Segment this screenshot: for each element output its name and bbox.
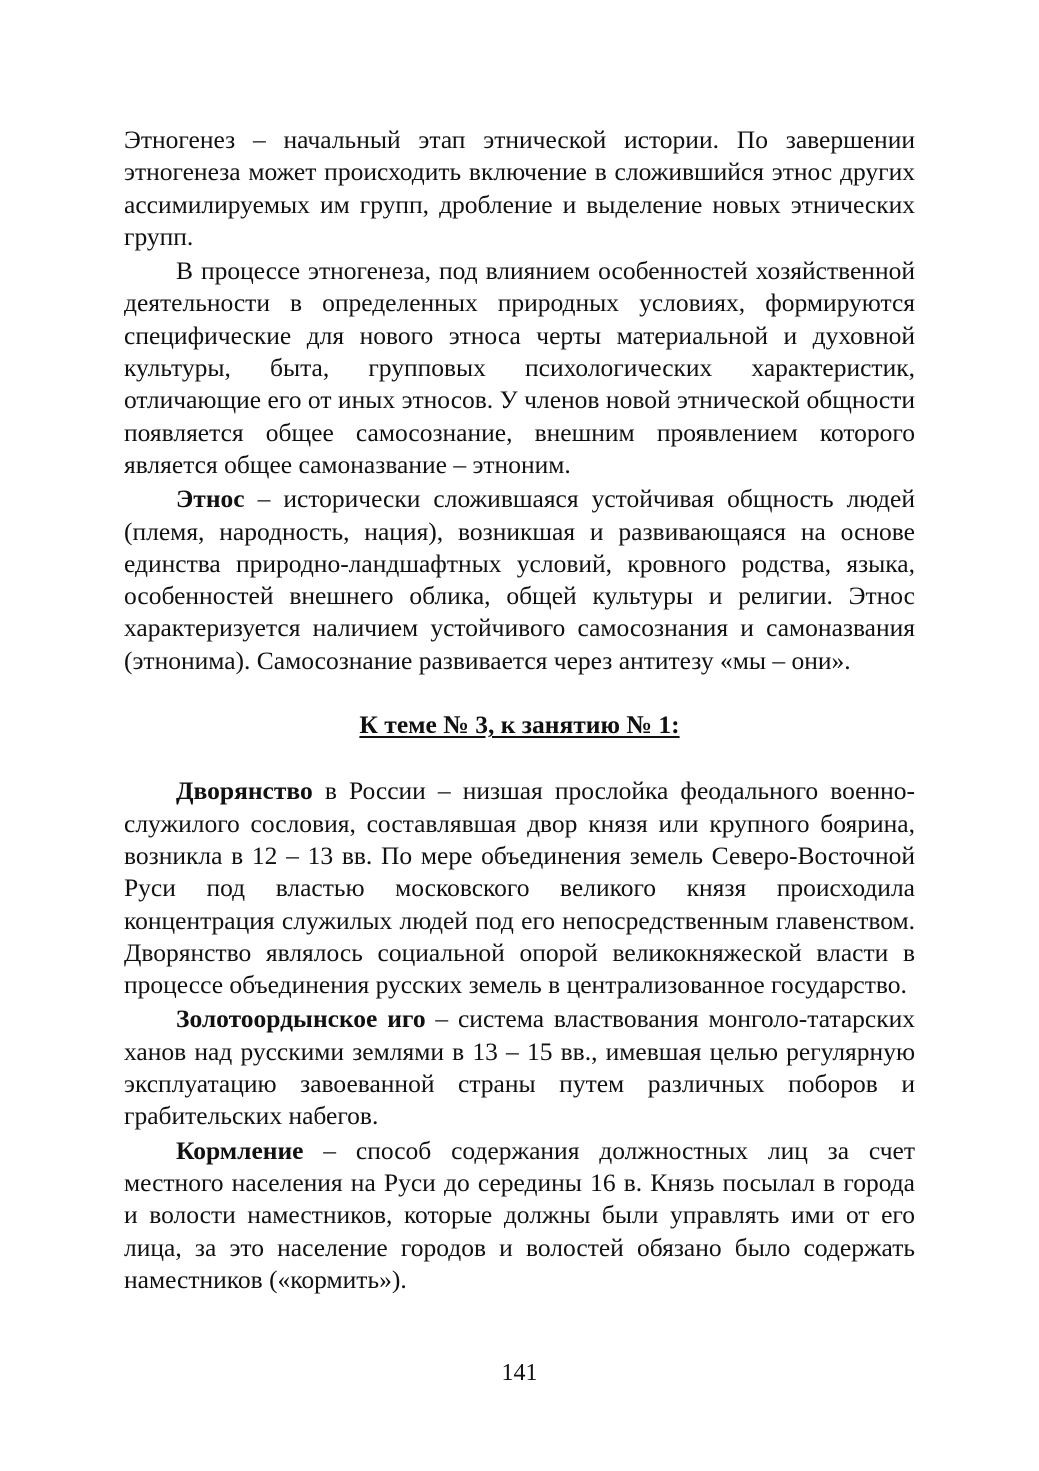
definition-ethnos: – исторически сложившаяся устойчивая общность людей (племя, народность, нация), возникшая и развивающаяся на основе единства природно-ландшафтных условий, кровного родства, языка, особенностей внешнего облика, общей культуры и религии. Этнос характеризуется наличием устойчивого самосознания и самоназвания (этнонима). Самосознание развивается через антитезу «мы – они». [124,484,915,675]
paragraph-nobility [124,775,915,1001]
paragraph-ethnos [124,483,915,677]
definition-nobility: в России – низшая прослойка феодального военно-служилого сословия, составлявшая двор князя или крупного боярина, возникла в 12 – 13 вв. По мере объединения земель Северо-Восточной Руси под властью московского великого князя происходила концентрация служилых людей под его непосредственным главенством. Дворянство являлось социальной опорой великокняжеской власти в процессе объединения русских земель в централизованное государство. [124,776,915,1000]
page-number: 141 [501,1360,538,1386]
term-ethnos: Этнос [176,484,245,514]
definition-golden-horde-yoke: – система властвования монголо-татарских ханов над русскими землями в 13 – 15 вв., имевшая целью регулярную эксплуатацию завоеванной страны путем различных поборов и грабительских набегов. [124,1004,916,1131]
term-golden-horde-yoke: Золотоордынское иго [176,1004,426,1034]
term-kormlenie: Кормление [176,1135,304,1165]
definition-kormlenie: – способ содержания должностных лиц за счет местного населения на Руси до середины 16 в. Князь посылал в города и волости наместников, которые должны были управлять ими от его лица, за это население городов и волостей обязано было содержать наместников («кормить»). [124,1135,915,1294]
paragraph-kormlenie [124,1135,915,1296]
paragraph-ethnogenesis-process: В процессе этногенеза, под влиянием особенностей хозяйственной деятельности в определенных природных условиях, формируются специфические для нового этноса черты материальной и духовной культуры, быта, групповых психологических характеристик, отличающие его от иных этносов. У членов новой этнической общности появляется общее самосознание, внешним проявлением которого является общее самоназвание – этноним. [124,256,915,479]
section-heading: К теме № 3, к занятию № 1: [359,710,680,740]
paragraph-ethnogenesis: Этногенез – начальный этап этнической истории. По завершении этногенеза может происходить включение в сложившийся этнос других ассимилируемых им групп, дробление и выделение новых этнических групп. [124,125,915,251]
term-nobility: Дворянство [176,776,313,806]
paragraph-golden-horde-yoke [124,1003,915,1132]
